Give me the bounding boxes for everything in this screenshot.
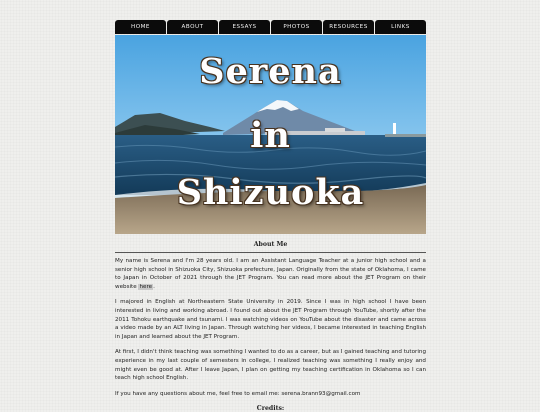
- jet-program-link[interactable]: here: [139, 283, 153, 290]
- about-paragraph-1-text: My name is Serena and I'm 28 years old. I am an Assistant Language Teacher at a junior high school and a senior high school in Shizuoka City, Shizuoka prefecture, Japan. Originally from the state of Oklahoma, I came to Japan in October of 2021 through the JET Program. You can read more about the JET Program on their website: [115, 258, 426, 290]
- banner-title-line1: Serena: [199, 51, 342, 92]
- nav-about[interactable]: ABOUT: [167, 20, 218, 34]
- about-heading: About Me: [115, 241, 426, 253]
- header-banner: [115, 35, 426, 234]
- page-container: [115, 20, 426, 412]
- credits-heading: Credits:: [256, 405, 285, 412]
- nav-links[interactable]: LINKS: [375, 20, 426, 34]
- nav-resources[interactable]: RESOURCES: [323, 20, 374, 34]
- nav-photos[interactable]: PHOTOS: [271, 20, 322, 34]
- nav-home[interactable]: HOME: [115, 20, 166, 34]
- about-paragraph-2: I majored in English at Northeastern State University in 2019. Since I was in high school I have been interested in living and working abroad. I found out about the JET Program through YouTube, shortly after the 2011 Tohoku earthquake and tsunami. I was watching videos on YouTube about the disaster and came across a video made by an ALT living in Japan. Through watching her videos, I became interested in teaching English in Japan and learned about the JET Program.: [115, 299, 426, 340]
- nav-essays[interactable]: ESSAYS: [219, 20, 270, 34]
- about-paragraph-3: At first, I didn't think teaching was something I wanted to do as a career, but as I gained teaching and tutoring experience in my last couple of semesters in college, I realized teaching was something I really enjoy and might even be good at. After I leave Japan, I plan on getting my teaching certification in Oklahoma so I can teach high school English.: [115, 349, 426, 382]
- about-content: [115, 257, 426, 398]
- banner-title-line2: in: [250, 115, 291, 156]
- about-paragraph-4: If you have any questions about me, feel free to email me: serena.brann93@gmail.com: [115, 390, 361, 397]
- about-paragraph-1: [115, 257, 426, 291]
- top-navigation: [115, 20, 426, 34]
- banner-title-line3: Shizuoka: [176, 172, 365, 213]
- about-paragraph-1-end: .: [153, 283, 155, 290]
